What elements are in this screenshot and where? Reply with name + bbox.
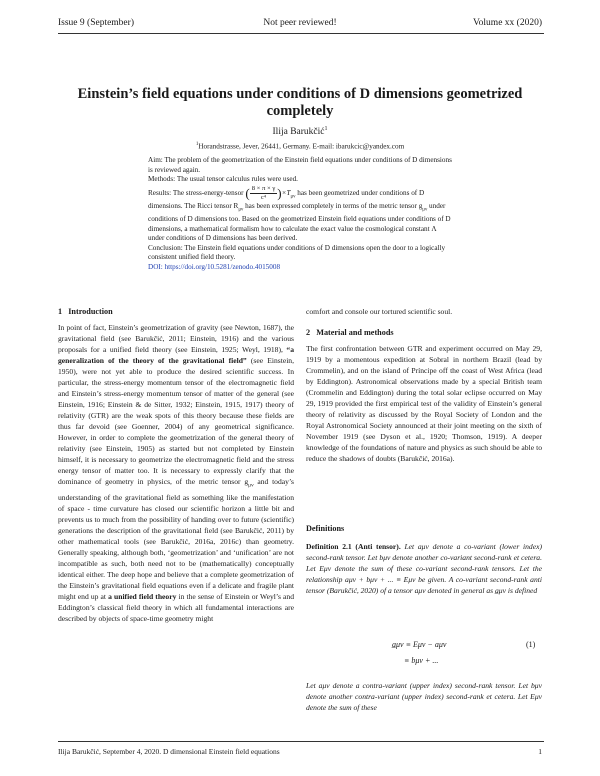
footer-citation: Ilija Barukčić, September 4, 2020. D dimensional Einstein field equations: [58, 747, 280, 756]
methods-paragraph: The first confrontation between GTR and experiment occurred on May 29, 1919 by a momentous expedition at Sobral in northern Brazil (lead by Crommelin), and on the island of Príncipe off the coast of West Africa (lead by Eddington). Astronomical observations made by a special British team (Crommelin and Eddington) during the total solar eclipse occurred on May 29, 1919 provided the first empirical test of the validity of Einstein’s general theory of relativity as discussed by the Royal Society of London and the Royal Astronomical Society announced at their joint meeting on the sixth of November 1919 (see Dyson et al., 1920; Thomson, 1919). A deeper knowledge of the foundations of nature and physics as such should be able to reduce the shadows of doubts (Barukčić, 2016a).: [306, 344, 542, 463]
abstract-results-post: has been geometrized under conditions of D dimensions. The Ricci tensor R: [148, 188, 425, 210]
section-intro-heading: [58, 307, 113, 316]
header-status: Not peer reviewed!: [263, 18, 337, 28]
doi-link[interactable]: DOI: https://doi.org/10.5281/zenodo.4015008: [148, 262, 281, 271]
metric-sub: μν: [422, 207, 428, 213]
intro-text-b: (see Einstein, 1950), were not yet able to produce the desired scientific success. In particular, the stress-energy momentum tensor of the electromagnetic field and Einstein’s stress-energy momentum tensor of matter of the general (see Einstein, 1916; Einstein & de Sitter, 1932; Einstein, 1915, 1917) theory of relativity (GTR) are the weak spots of this theory because these fields are thus far devoid (see Goenner, 2004) of any geometrical significance. However, in order to complete the geometrization of the general theory of relativity (see Einstein, 1905) as started but not completed by Einstein himself, it is necessary to geometrize the electromagnetic field and the stress energy tensor of matter too. It is necessary to expressly clarify that the dominance of geometry in physics, of the metric tensor g: [58, 356, 294, 486]
abstract-results: Results: The stress-energy-tensor ( $\frac{8 \times \pi \times \gamma}{\text{c⁴}}$ )$\times T_{\mu\nu}$ has been geometrized under conditions of D dimensions. The Ricci tensor $R_{\mu\nu}$ has been expressed completely in terms of the metric tensor $g_{\mu\nu}$ under conditions of D dimensions too. Based on the geometrized Einstein field equations under conditions of D dimensions, a mathematical formalism how to calculate the exact value the cosmological constant Λ under conditions of D dimensions has been derived.: [148, 184, 451, 243]
intro-paragraph: [58, 322, 294, 624]
section-methods-heading: [306, 328, 394, 337]
fraction-numerator: 8 × π × γ: [251, 184, 276, 192]
intro-text-d: in the sense of Einstein or Weyl’s and Eddington’s classical field theory in which all fundamental interactions are described by objects of space-time geometry might: [58, 591, 294, 623]
intro-bold-a: “a generalization of the theory of the gravitational field”: [58, 345, 294, 365]
header-volume: Volume xx (2020): [473, 18, 542, 28]
abstract-aim: Aim: The problem of the geometrization of the Einstein field equations under conditions of D dimensions is reviewed again.: [148, 156, 452, 174]
fraction-denominator: c⁴: [260, 193, 267, 201]
definition-text-2: Let aμν denote a contra-variant (upper index) second-rank tensor. Let bμν denote another contra-variant (upper index) second-rank et cetera. Let Eμν denote the sum of these: [306, 681, 542, 712]
equation-number: (1): [526, 640, 536, 649]
right-cont: comfort and console our tortured scientific soul.: [306, 307, 453, 316]
intro-bold-b: a unified field theory: [108, 591, 177, 601]
results-fraction: [250, 185, 278, 202]
abstract-methods: Methods: The usual tensor calculus rules were used.: [148, 175, 298, 184]
abstract-results-pre: Results: The stress-energy-tensor: [148, 188, 244, 197]
intro-text-a: In point of fact, Einstein’s geometrization of gravity (see Newton, 1687), the gravitational field (see Barukčić, 2011; Einstein, 1916) and the various proposals for a unified field theory (see Einstein, 1925; Weyl, 1918),: [58, 323, 294, 354]
intro-sub: μν: [248, 482, 254, 489]
results-tensor-sub: μν: [290, 194, 296, 200]
definition-text: Let aμν denote a co-variant (lower index) second-rank tensor. Let bμν denote another co-variant second-rank et cetera. Let Eμν denote the sum of these co-variant second-rank tensors. Let the relationship aμν + bμν + ... ≡ Eμν be given. A co-variant second-rank anti tensor (Barukčić, 2020) of a tensor aμν denoted in general as a̲μν is defined: [306, 542, 542, 595]
header-issue: Issue 9 (September): [58, 18, 134, 28]
definitions-heading: Definitions: [306, 524, 345, 533]
author-line: [0, 126, 600, 137]
definition-2-1: [306, 541, 542, 596]
section-intro-title: Introduction: [68, 307, 113, 316]
abstract-results-post3: under conditions of D dimensions too. Based on the geometrized Einstein field equations under conditions of D dimensions, a mathematical formalism how to calculate the exact value the cosmological constant Λ under conditions of D dimensions has been derived.: [148, 201, 451, 243]
abstract-conclusion: Conclusion: The Einstein field equations under conditions of D dimensions open the door to a logically consistent unified field theory.: [148, 243, 446, 262]
page-number: 1: [538, 747, 542, 756]
footer-rule: [58, 741, 544, 742]
affiliation: [0, 142, 600, 150]
author-name: Ilija Barukčić: [272, 127, 325, 138]
section-methods-number: 2: [306, 328, 311, 337]
abstract-results-post2: has been expressed completely in terms of the metric tensor g: [245, 201, 423, 210]
affiliation-text: Horandstrasse, Jever, 26441, Germany. E-mail: ibarukcic@yandex.com: [198, 142, 405, 151]
affiliation-sup: 1: [195, 142, 199, 147]
definition-continued: [306, 680, 542, 713]
intro-text-c: and today’s understanding of the gravitational field as something like the manifestation of space - time curvature has closed our scientific horizon a little bit and prevents us to much from the possibility of handing over to future (scientific) generations the description of the gravitational field (see Barukčić, 2011) by other mathematical tools (see Barukčić, 2016a, 2016c) than geometry. Generally speaking, although both, ‘geometrization’ and ‘unification’ are not incompatible as such, both need not to be (mathematically) conceptually identical either. The deep hope and believe that a complete geometrization of the Einstein’s gravitational field equations even if a delicate and fragile plant might end up at: [58, 477, 295, 601]
section-methods-title: Material and methods: [316, 328, 394, 337]
section-intro-number: 1: [58, 307, 63, 316]
results-tensor: ×T: [281, 188, 291, 197]
abstract: [148, 156, 452, 273]
author-sup: 1: [324, 126, 328, 132]
definition-label: Definition 2.1 (Anti tensor).: [306, 542, 401, 551]
equation-line-1: a̲μν ≡ Eμν − aμν: [392, 640, 447, 649]
ricci-sub: μν: [238, 207, 244, 213]
equation-line-2: ≡ bμν + ...: [404, 656, 439, 665]
header-rule: [58, 33, 544, 34]
paper-title: Einstein’s field equations under conditions of D dimensions geometrized completely: [77, 86, 523, 119]
